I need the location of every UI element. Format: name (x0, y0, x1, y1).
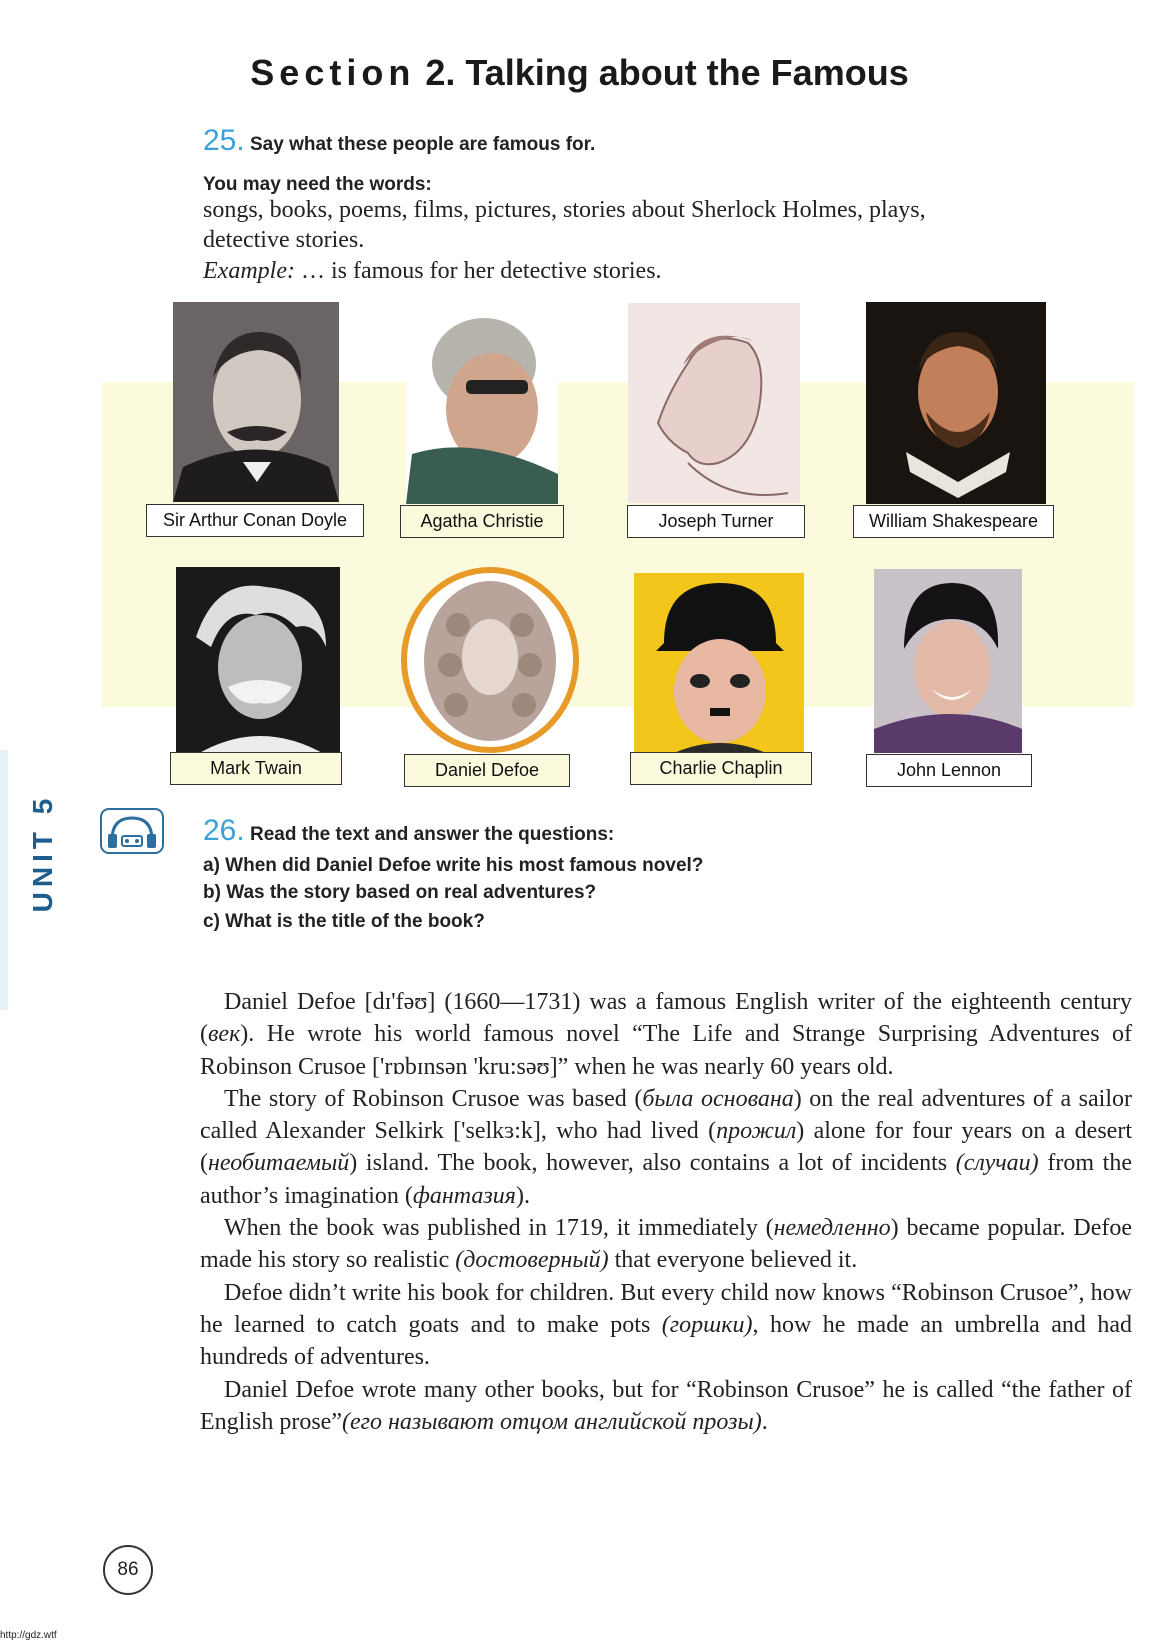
portrait-joseph-turner (628, 303, 800, 503)
words-line-2: detective stories. (203, 227, 365, 253)
gloss: (его называют отцом английской прозы) (341, 1408, 762, 1435)
audio-cassette-icon (100, 808, 164, 854)
paragraph-4: Defoe didn’t write his book for children. But every child now knows “Robinson Crusoe”, how he learned to catch goats and to make pots (горшки), how he made an umbrella and had hundreds of adventures. (200, 1279, 1133, 1371)
portrait-conan-doyle (173, 302, 339, 502)
portrait-charlie-chaplin (634, 573, 804, 753)
caption-charlie-chaplin: Charlie Chaplin (630, 752, 812, 785)
portrait-mark-twain (176, 567, 340, 755)
question-a: a) When did Daniel Defoe write his most famous novel? (203, 855, 704, 876)
example-label: Example: (203, 258, 295, 284)
unit-label-text: UNIT 5 (27, 793, 58, 913)
words-line-1: songs, books, poems, films, pictures, stories about Sherlock Holmes, plays, (203, 197, 926, 223)
gloss: фантазия (412, 1182, 516, 1209)
page-title (0, 52, 1159, 94)
gloss: немедленно (773, 1215, 891, 1242)
exercise-25-instruction: Say what these people are famous for. (250, 134, 596, 155)
portrait-daniel-defoe (398, 565, 582, 755)
gloss: прожил (716, 1118, 797, 1145)
example-line (203, 256, 662, 287)
portrait-william-shakespeare (866, 302, 1046, 504)
exercise-26-heading (203, 814, 614, 848)
gloss: необитаемый (208, 1150, 350, 1177)
example-text: … is famous for her detective stories. (300, 258, 662, 284)
paragraph-3: When the book was published in 1719, it immediately (немедленно) became popular. Defoe made his story so realistic (достоверный) that everyone believed it. (200, 1215, 1132, 1274)
question-b: b) Was the story based on real adventures? (203, 882, 597, 903)
words-label: You may need the words: (203, 174, 432, 195)
unit-label (18, 792, 64, 922)
exercise-25-number: 25. (203, 124, 245, 157)
gloss: (достоверный) (455, 1247, 609, 1274)
page-number: 86 (103, 1545, 153, 1595)
portrait-john-lennon (874, 569, 1022, 753)
exercise-26-number: 26. (203, 814, 245, 847)
caption-william-shakespeare: William Shakespeare (853, 505, 1054, 538)
caption-john-lennon: John Lennon (866, 754, 1032, 787)
gloss: век (208, 1021, 241, 1048)
gloss: была основана (642, 1085, 794, 1112)
unit-side-bar (0, 750, 8, 1010)
paragraph-2: The story of Robinson Crusoe was based (была основана) on the real adventures of a sailor called Alexander Selkirk ['selkɜ:k], who had lived (прожил) alone for four years on a desert (необитаемый) island. The book, however, also contains a lot of incidents (случаи) from the author’s imagination (фантазия). (200, 1085, 1132, 1209)
caption-joseph-turner: Joseph Turner (627, 505, 805, 538)
caption-agatha-christie: Agatha Christie (400, 505, 564, 538)
caption-daniel-defoe: Daniel Defoe (404, 754, 570, 787)
watermark-link[interactable]: http://gdz.wtf (0, 1630, 57, 1641)
caption-conan-doyle: Sir Arthur Conan Doyle (146, 504, 364, 537)
section-title-rest: 2. Talking about the Famous (425, 52, 909, 93)
exercise-26-instruction: Read the text and answer the questions: (250, 824, 615, 845)
reading-text (200, 986, 1132, 1438)
paragraph-1: Daniel Defoe [dɪ'fəʊ] (1660—1731) was a famous English writer of the eighteenth century (век). He wrote his world famous novel “The Life and Strange Surprising Adventures of Robinson Crusoe ['rɒbɪnsən 'kru:səʊ]” when he was nearly 60 years old. (200, 989, 1132, 1080)
section-word: Section (250, 52, 416, 93)
caption-mark-twain: Mark Twain (170, 752, 342, 785)
question-c: c) What is the title of the book? (203, 911, 485, 932)
gloss: (горшки) (661, 1311, 753, 1338)
exercise-25-heading (203, 124, 595, 158)
portrait-agatha-christie (406, 304, 558, 504)
paragraph-5: Daniel Defoe wrote many other books, but for “Robinson Crusoe” he is called “the father of English prose”(его называют отцом английской прозы). (200, 1376, 1132, 1435)
gloss: (случаи) (955, 1150, 1039, 1177)
